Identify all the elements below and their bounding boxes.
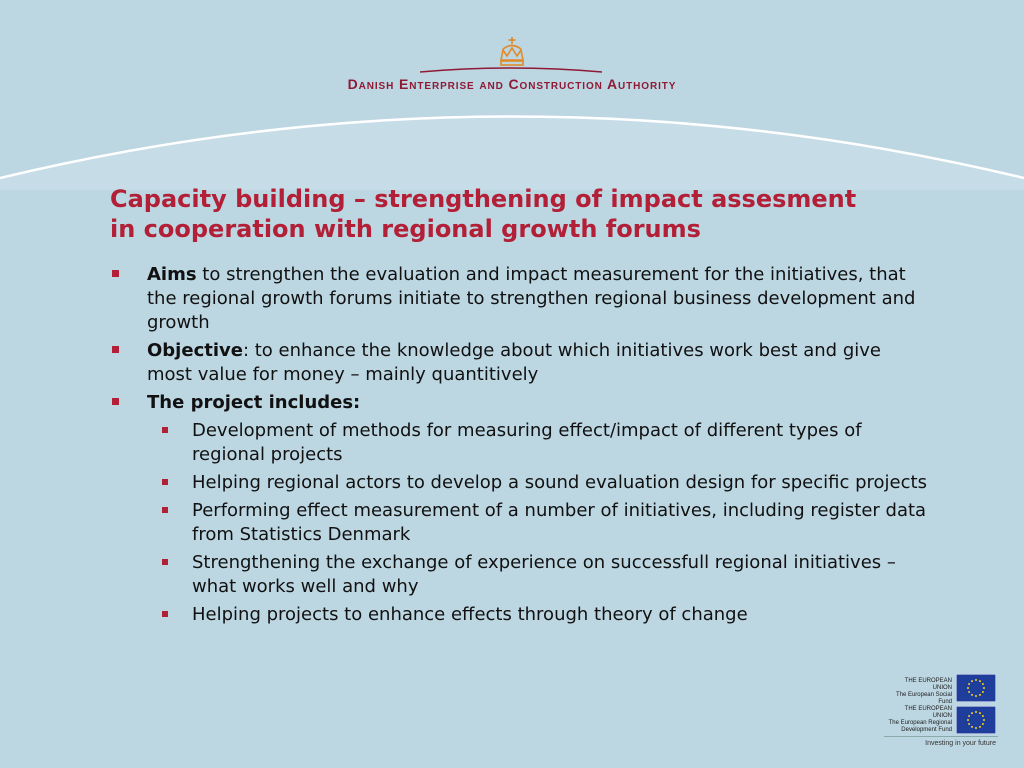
sub-bullet-exchange [110,551,930,599]
bullet-project-includes [110,391,930,415]
bullet-keyword: Aims [147,264,197,285]
square-bullet-icon [112,346,119,353]
bullet-text: to strengthen the evaluation and impact measurement for the initiatives, that the regional growth forums initiate to strengthen regional business development and growth [147,264,916,333]
sub-bullet-text: Strengthening the exchange of experience on successfull regional initiatives – what works well and why [192,552,896,597]
erdf-label-line-2: The European Regional [888,720,952,726]
sub-bullet-evaluation-design [110,471,930,495]
erdf-label [884,706,952,734]
square-bullet-icon [162,479,168,485]
sub-bullet-theory-of-change [110,603,930,627]
esf-label [884,678,952,706]
slide-title-line-2: in cooperation with regional growth forums [110,215,701,243]
bullet-keyword: Objective [147,340,243,361]
erdf-label-line-1: THE EUROPEAN UNION [904,706,952,719]
eu-flag-icon [956,706,996,734]
square-bullet-icon [162,559,168,565]
square-bullet-icon [112,270,119,277]
header-banner-curve [0,0,1024,190]
bullet-objective [110,339,930,387]
square-bullet-icon [112,398,119,405]
header-rule [420,66,602,74]
slide-title-line-1: Capacity building – strengthening of impact assesment [110,185,857,213]
sub-bullet-methods [110,419,930,467]
eu-tagline: Investing in your future [925,740,996,747]
erdf-label-line-3: Development Fund [901,727,952,733]
esf-label-line-1: THE EUROPEAN UNION [904,678,952,691]
bullet-keyword: The project includes: [147,392,361,413]
bullet-text: : to enhance the knowledge about which initiatives work best and give most value for money – mainly quantitively [147,340,881,385]
eu-flag-icon [956,674,996,702]
sub-bullet-text: Development of methods for measuring effect/impact of different types of regional projects [192,420,862,465]
square-bullet-icon [162,427,168,433]
organization-name: Danish Enterprise and Construction Authority [347,76,677,92]
square-bullet-icon [162,611,168,617]
sub-bullet-text: Helping regional actors to develop a sound evaluation design for specific projects [192,472,927,493]
slide-body [110,263,930,631]
slide-title [110,184,970,244]
crown-logo-icon [496,36,528,70]
eu-funding-logo [884,672,998,752]
esf-label-line-2: The European Social Fund [895,692,952,705]
eu-divider [884,736,998,737]
sub-bullet-effect-measurement [110,499,930,547]
sub-bullet-text: Helping projects to enhance effects through theory of change [192,604,748,625]
bullet-aims [110,263,930,335]
sub-bullet-text: Performing effect measurement of a number of initiatives, including register data from Statistics Denmark [192,500,927,545]
square-bullet-icon [162,507,168,513]
